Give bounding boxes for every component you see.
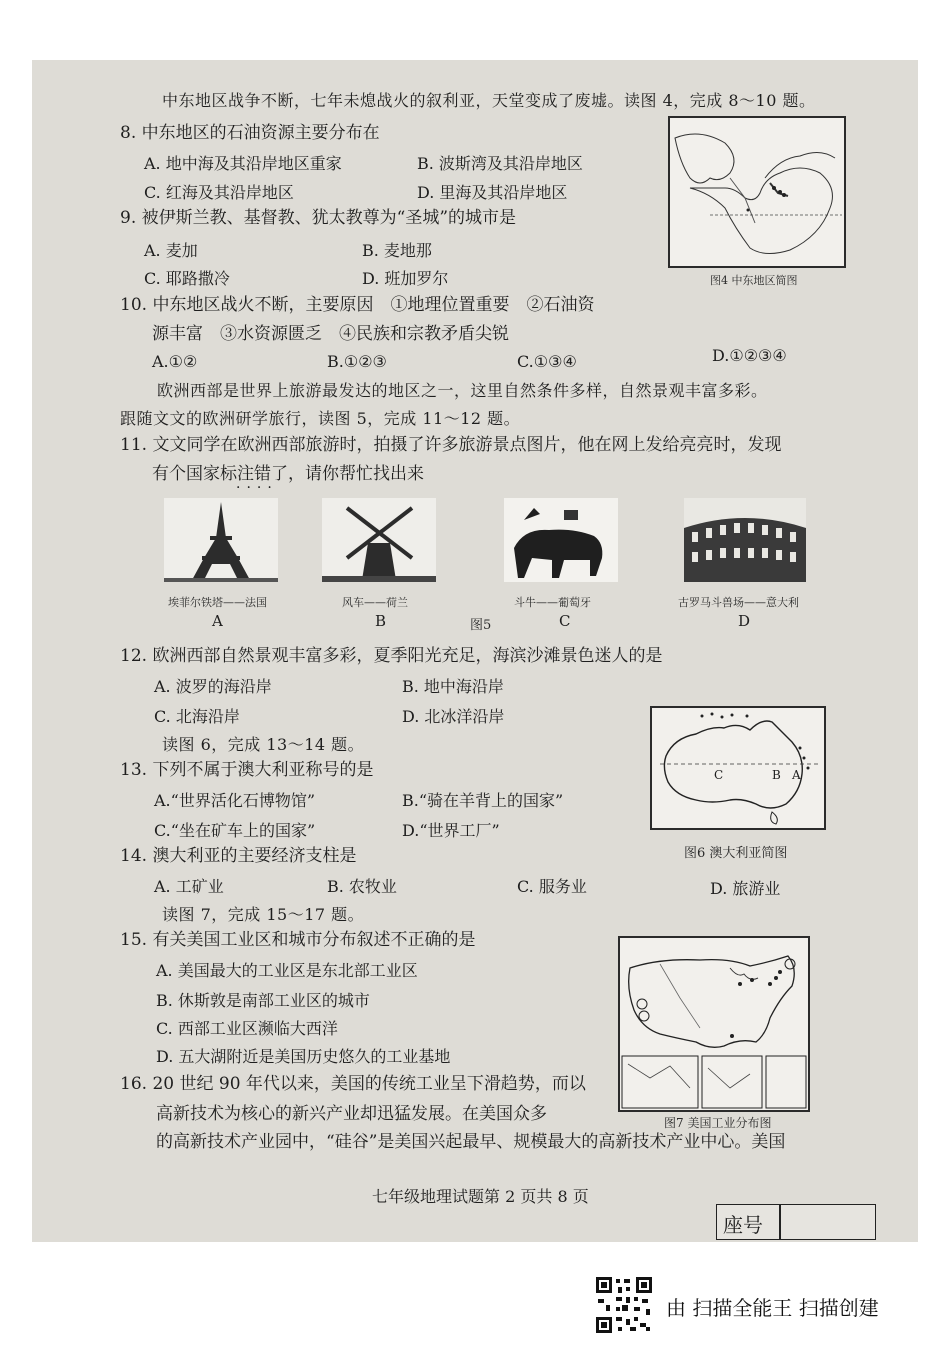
q13-option-c[interactable]: C.“坐在矿车上的国家” <box>154 821 316 840</box>
seat-divider <box>779 1205 781 1239</box>
seat-label: 座号 <box>723 1213 763 1237</box>
page-footer: 七年级地理试题第 2 页共 8 页 <box>372 1187 589 1206</box>
colosseum-icon <box>684 498 806 582</box>
q12-option-a[interactable]: A. 波罗的海沿岸 <box>154 677 272 696</box>
q10-stem-line1: 10. 中东地区战火不断，主要原因 ①地理位置重要 ②石油资 <box>120 295 595 315</box>
scanner-watermark: 由 扫描全能王 扫描创建 <box>666 1296 879 1320</box>
q9-stem: 9. 被伊斯兰教、基督教、犹太教尊为“圣城”的城市是 <box>120 208 517 228</box>
fig5-letter-b[interactable]: B <box>375 612 387 630</box>
q15-option-d[interactable]: D. 五大湖附近是美国历史悠久的工业基地 <box>156 1047 451 1066</box>
fig5-letter-c[interactable]: C <box>559 612 571 630</box>
emphasis-dots: ···· <box>236 480 278 496</box>
fig5-label: 图5 <box>470 618 492 633</box>
q12-option-c[interactable]: C. 北海沿岸 <box>154 707 240 726</box>
intro-q8-10: 中东地区战争不断，七年未熄战火的叙利亚，天堂变成了废墟。读图 4，完成 8～10 题。 <box>162 91 816 110</box>
fig5-caption-b: 风车——荷兰 <box>342 596 408 609</box>
q10-option-c[interactable]: C.①③④ <box>517 352 577 371</box>
q8-option-c[interactable]: C. 红海及其沿岸地区 <box>144 183 294 202</box>
q16-line1: 16. 20 世纪 90 年代以来，美国的传统工业呈下滑趋势，而以 <box>120 1074 586 1094</box>
q14-stem: 14. 澳大利亚的主要经济支柱是 <box>120 846 357 866</box>
q13-option-b[interactable]: B.“骑在羊背上的国家” <box>402 791 564 810</box>
exam-page <box>32 60 918 1242</box>
q9-option-b[interactable]: B. 麦地那 <box>362 241 432 260</box>
fig5-caption-d: 古罗马斗兽场——意大利 <box>678 596 799 609</box>
q11-stem-line2: 有个国家标注错了，请你帮忙找出来 <box>152 464 424 484</box>
q10-stem-line2: 源丰富 ③水资源匮乏 ④民族和宗教矛盾尖锐 <box>152 324 509 344</box>
fig6-label-c: C <box>714 768 724 782</box>
q16-line2: 高新技术为核心的新兴产业却迅猛发展。在美国众多 <box>156 1104 547 1124</box>
fig6-label-a: A <box>792 768 801 782</box>
fig5-caption-c: 斗牛——葡萄牙 <box>514 596 591 609</box>
q15-stem: 15. 有关美国工业区和城市分布叙述不正确的是 <box>120 930 476 950</box>
middle-east-map <box>668 116 846 268</box>
q15-option-b[interactable]: B. 休斯敦是南部工业区的城市 <box>156 991 370 1010</box>
photo-bullfight <box>504 498 618 582</box>
fig5-caption-a: 埃菲尔铁塔——法国 <box>168 596 267 609</box>
q10-option-d[interactable]: D.①②③④ <box>712 346 787 365</box>
q8-option-a[interactable]: A. 地中海及其沿岸地区重家 <box>144 154 342 173</box>
photo-eiffel-tower <box>164 498 278 582</box>
fig7-caption: 图7 美国工业分布图 <box>664 1116 772 1130</box>
q16-line3: 的高新技术产业园中，“硅谷”是美国兴起最早、规模最大的高新技术产业中心。美国 <box>156 1132 786 1152</box>
q15-option-a[interactable]: A. 美国最大的工业区是东北部工业区 <box>156 961 418 980</box>
q8-option-b[interactable]: B. 波斯湾及其沿岸地区 <box>417 154 583 173</box>
q10-option-a[interactable]: A.①② <box>152 352 198 371</box>
q12-option-d[interactable]: D. 北冰洋沿岸 <box>402 707 505 726</box>
q14-option-d[interactable]: D. 旅游业 <box>710 879 781 898</box>
eiffel-tower-icon <box>164 498 278 582</box>
fig4-caption: 图4 中东地区简图 <box>710 274 798 287</box>
fig5-letter-a[interactable]: A <box>212 612 223 630</box>
q9-option-c[interactable]: C. 耶路撒冷 <box>144 269 230 288</box>
intro-q11-12-line1: 欧洲西部是世界上旅游最发达的地区之一，这里自然条件多样，自然景观丰富多彩。 <box>157 381 768 400</box>
q8-option-d[interactable]: D. 里海及其沿岸地区 <box>417 183 568 202</box>
seat-number-box[interactable] <box>716 1204 876 1240</box>
q11-stem-line1: 11. 文文同学在欧洲西部旅游时，拍摄了许多旅游景点图片，他在网上发给亮亮时，发现 <box>120 435 782 455</box>
q8-stem: 8. 中东地区的石油资源主要分布在 <box>120 123 380 143</box>
fig5-letter-d[interactable]: D <box>738 612 751 630</box>
q13-option-d[interactable]: D.“世界工厂” <box>402 821 500 840</box>
q12-option-b[interactable]: B. 地中海沿岸 <box>402 677 504 696</box>
q9-option-d[interactable]: D. 班加罗尔 <box>362 269 449 288</box>
intro-q15-17: 读图 7，完成 15～17 题。 <box>162 905 365 924</box>
intro-q13-14: 读图 6，完成 13～14 题。 <box>162 735 365 754</box>
middle-east-map-drawing <box>670 118 844 266</box>
australia-map <box>650 706 826 830</box>
windmill-icon <box>322 498 436 582</box>
fig6-label-b: B <box>772 768 781 782</box>
usa-industry-map-drawing <box>620 938 808 1110</box>
q13-stem: 13. 下列不属于澳大利亚称号的是 <box>120 760 374 780</box>
q9-option-a[interactable]: A. 麦加 <box>144 241 198 260</box>
q10-option-b[interactable]: B.①②③ <box>327 352 387 371</box>
q14-option-a[interactable]: A. 工矿业 <box>154 877 224 896</box>
q15-option-c[interactable]: C. 西部工业区濒临大西洋 <box>156 1019 338 1038</box>
usa-industry-map <box>618 936 810 1112</box>
intro-q11-12-line2: 跟随文文的欧洲研学旅行，读图 5，完成 11～12 题。 <box>120 409 521 428</box>
bull-icon <box>504 498 618 582</box>
qr-code-icon <box>594 1275 654 1335</box>
q14-option-c[interactable]: C. 服务业 <box>517 877 587 896</box>
photo-windmill <box>322 498 436 582</box>
q14-option-b[interactable]: B. 农牧业 <box>327 877 397 896</box>
fig6-caption: 图6 澳大利亚简图 <box>684 846 788 861</box>
photo-colosseum <box>684 498 806 582</box>
q12-stem: 12. 欧洲西部自然景观丰富多彩，夏季阳光充足，海滨沙滩景色迷人的是 <box>120 646 663 666</box>
q13-option-a[interactable]: A.“世界活化石博物馆” <box>154 791 316 810</box>
